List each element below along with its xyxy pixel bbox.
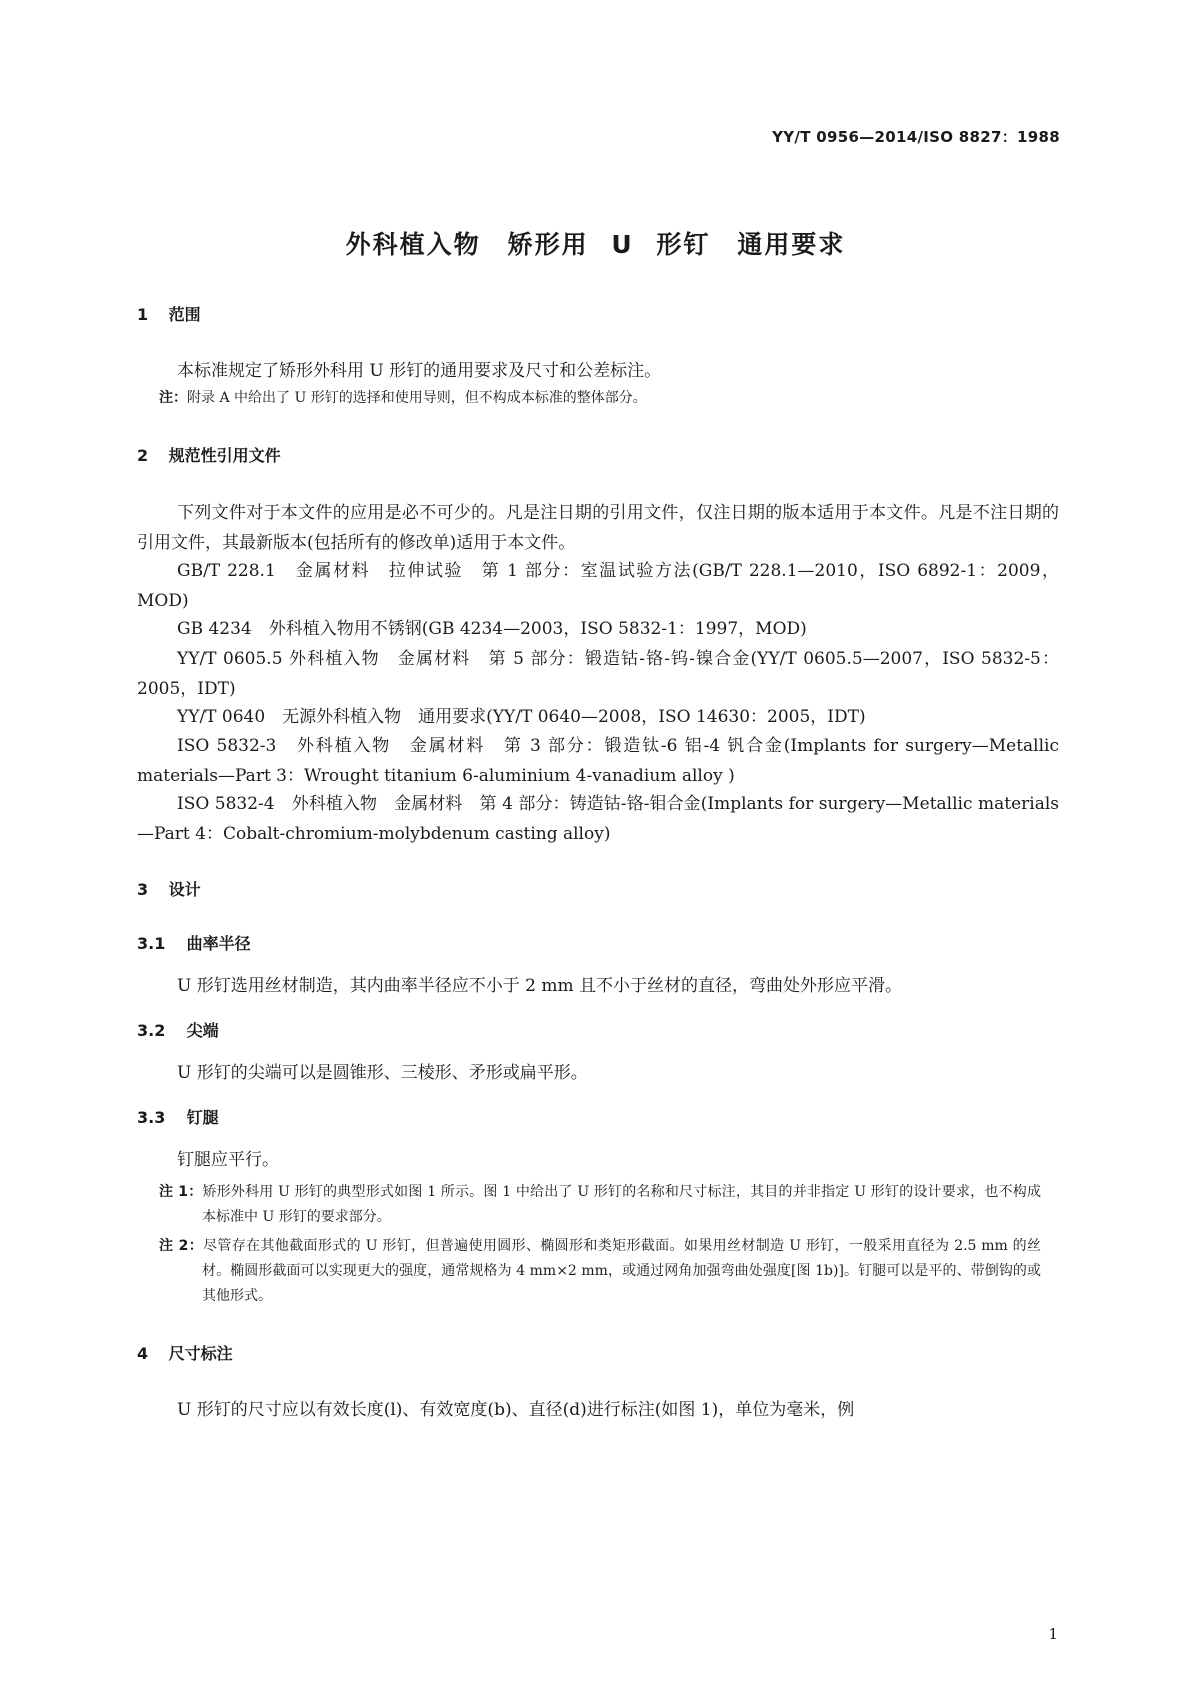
section-3-3-paragraph: 钉腿应平行。 <box>177 1150 279 1170</box>
section-1-paragraph: 本标准规定了矫形外科用 U 形钉的通用要求及尺寸和公差标注。 <box>177 361 662 381</box>
reference-item: ISO 5832-4 外科植入物 金属材料 第 4 部分：铸造钴-铬-钼合金(Implants for surgery—Metallic materials—Part 4：Cobalt-chromium-molybdenum casting alloy) <box>137 794 1059 844</box>
section-2-heading <box>137 443 281 466</box>
section-4-paragraph: U 形钉的尺寸应以有效长度(l)、有效宽度(b)、直径(d)进行标注(如图 1)，单位为毫米，例 <box>177 1400 855 1420</box>
reference-item: YY/T 0640 无源外科植入物 通用要求(YY/T 0640—2008，ISO 14630：2005，IDT) <box>177 707 866 727</box>
section-3-3-heading <box>137 1105 219 1128</box>
section-title: 尺寸标注 <box>168 1344 233 1363</box>
note-text: 矫形外科用 U 形钉的典型形式如图 1 所示。图 1 中给出了 U 形钉的名称和尺寸标注，其目的并非指定 U 形钉的设计要求，也不构成本标准中 U 形钉的要求部分。 <box>202 1184 1041 1225</box>
section-number: 3 <box>137 880 149 899</box>
section-title: 设计 <box>168 880 201 899</box>
section-number: 3.1 <box>137 934 166 953</box>
note-text: 附录 A 中给出了 U 形钉的选择和使用导则，但不构成本标准的整体部分。 <box>187 390 647 406</box>
section-title: 曲率半径 <box>186 934 251 953</box>
standard-number: YY/T 0956—2014/ISO 8827：1988 <box>772 128 1060 146</box>
section-3-3-note-2 <box>159 1234 1041 1309</box>
note-label: 注： <box>159 390 187 406</box>
reference-item: GB/T 228.1 金属材料 拉伸试验 第 1 部分：室温试验方法(GB/T 228.1—2010，ISO 6892-1：2009，MOD) <box>137 561 1059 611</box>
reference-item: ISO 5832-3 外科植入物 金属材料 第 3 部分：锻造钛-6 铝-4 钒合金(Implants for surgery—Metallic materials—Part 3：Wrought titanium 6-aluminium 4-vanadium alloy ) <box>137 736 1059 786</box>
note-label: 注 1： <box>159 1184 203 1200</box>
section-number: 1 <box>137 305 149 324</box>
section-2-paragraph: 下列文件对于本文件的应用是必不可少的。凡是注日期的引用文件，仅注日期的版本适用于本文件。凡是不注日期的引用文件，其最新版本(包括所有的修改单)适用于本文件。 <box>137 503 1059 553</box>
section-title: 规范性引用文件 <box>168 446 281 465</box>
section-number: 3.2 <box>137 1021 166 1040</box>
section-1-note <box>159 386 1041 411</box>
reference-item: GB 4234 外科植入物用不锈钢(GB 4234—2003，ISO 5832-1：1997，MOD) <box>177 619 807 639</box>
section-title: 钉腿 <box>186 1108 219 1127</box>
section-number: 3.3 <box>137 1108 166 1127</box>
note-label: 注 2： <box>159 1238 204 1254</box>
section-title: 范围 <box>168 305 201 324</box>
section-3-2-heading <box>137 1018 219 1041</box>
document-title: 外科植入物 矫形用 U 形钉 通用要求 <box>345 230 846 259</box>
section-3-3-note-1 <box>159 1180 1041 1230</box>
section-number: 4 <box>137 1344 149 1363</box>
section-number: 2 <box>137 446 149 465</box>
section-4-heading <box>137 1341 233 1364</box>
section-3-1-heading <box>137 931 251 954</box>
section-3-1-paragraph: U 形钉选用丝材制造，其内曲率半径应不小于 2 mm 且不小于丝材的直径，弯曲处外形应平滑。 <box>177 976 902 996</box>
section-title: 尖端 <box>186 1021 219 1040</box>
note-text: 尽管存在其他截面形式的 U 形钉，但普遍使用圆形、椭圆形和类矩形截面。如果用丝材制造 U 形钉，一般采用直径为 2.5 mm 的丝材。椭圆形截面可以实现更大的强度，通常规格为 4 mm×2 mm，或通过网角加强弯曲处强度[图 1b)]。钉腿可以是平的、带倒钩的或其他形式。 <box>202 1238 1041 1304</box>
reference-item: YY/T 0605.5 外科植入物 金属材料 第 5 部分：锻造钴-铬-钨-镍合金(YY/T 0605.5—2007，ISO 5832-5：2005，IDT) <box>137 649 1059 699</box>
page-number: 1 <box>1048 1625 1058 1643</box>
section-3-heading <box>137 877 201 900</box>
section-1-heading <box>137 302 201 325</box>
section-3-2-paragraph: U 形钉的尖端可以是圆锥形、三棱形、矛形或扁平形。 <box>177 1063 588 1083</box>
